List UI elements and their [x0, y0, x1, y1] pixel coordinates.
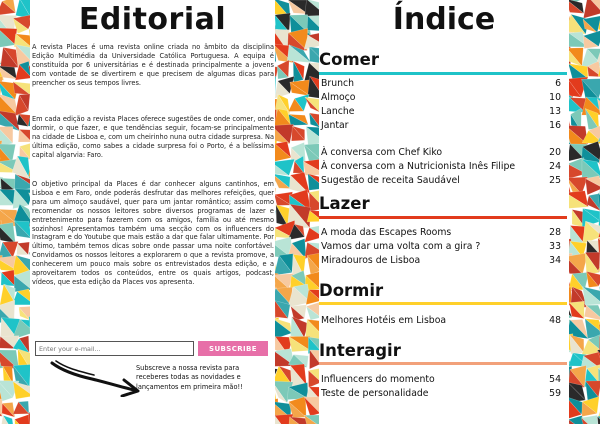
section-title-dormir: Dormir: [319, 281, 384, 300]
toc-entry-page: 16: [549, 120, 561, 131]
editorial-title: Editorial: [78, 2, 227, 37]
toc-entry[interactable]: [321, 78, 561, 91]
toc-entry-page: 48: [549, 315, 561, 326]
toc-entry-page: 34: [549, 255, 561, 266]
editorial-paragraph: O objetivo principal da Places é dar conhecer alguns cantinhos, em Lisboa e em Faro, onde poderás desfrutar das melhores refeições, quer para um almoço saudável, quer para um jantar romântico; assim como recomendar os nossos leitores sobre diversos programas de lazer e entretenimento para fazerem com os amigos, família ou até mesmo sozinhos! Apresentamos também uma secção com os influencers do Instagram e do Youtube que mais estão a dar que falar ultimamente. Por último, também temos dicas sobre onde passar uma noite confortável. Convidamos os nossos leitores a explorarem o que a revista promove, a conhecerem um pouco mais sobre os entrevistados desta edição, e a aproveitarem todos os conteúdos, entre os quais artigos, podcast, vídeos, que esta edição da Places vos apresenta.: [32, 180, 274, 286]
email-field[interactable]: [35, 341, 194, 356]
section-title-comer: Comer: [319, 50, 379, 69]
toc-entry-page: 59: [549, 388, 561, 399]
toc-entry[interactable]: [321, 92, 561, 105]
toc-entry-label: Jantar: [321, 120, 349, 131]
geometric-pattern-right: [569, 0, 600, 424]
toc-entry-label: Sugestão de receita Saudável: [321, 175, 460, 186]
editorial-page: [30, 0, 275, 424]
toc-entry-page: 24: [549, 161, 561, 172]
toc-entry-page: 13: [549, 106, 561, 117]
toc-entry[interactable]: [321, 175, 561, 188]
toc-entry-page: 54: [549, 374, 561, 385]
toc-entry-page: 6: [555, 78, 561, 89]
toc-entry[interactable]: [321, 147, 561, 160]
editorial-paragraph: Em cada edição a revista Places oferece sugestões de onde comer, onde dormir, o que fazer, e que tendências seguir, focam-se principalmente na cidade de Lisboa e, com um cheirinho nuna outra cidade surpresa. Na última edição, como sabes a cidade surpresa foi o Porto, é a belíssima capital algarvia: Faro.: [32, 115, 274, 159]
subscribe-button[interactable]: SUBSCRIBE: [198, 341, 268, 356]
toc-entry-label: À conversa com Chef Kiko: [321, 147, 443, 158]
geometric-pattern-center: [275, 0, 319, 424]
toc-entry-label: Almoço: [321, 92, 356, 103]
toc-entry[interactable]: [321, 161, 561, 174]
toc-entry-label: Melhores Hotéis em Lisboa: [321, 315, 447, 326]
toc-entry[interactable]: [321, 106, 561, 119]
section-divider: [319, 216, 567, 219]
curved-arrow-icon: [48, 357, 144, 397]
index-page: [319, 0, 569, 424]
section-title-interagir: Interagir: [319, 341, 401, 360]
index-title: Índice: [392, 2, 496, 37]
toc-entry-page: 28: [549, 227, 561, 238]
section-divider: [319, 362, 567, 365]
toc-entry-label: Miradouros de Lisboa: [321, 255, 421, 266]
toc-entry-page: 20: [549, 147, 561, 158]
toc-entry-label: Influencers do momento: [321, 374, 435, 385]
toc-entry-label: Vamos dar uma volta com a gira ?: [321, 241, 481, 252]
toc-entry-label: À conversa com a Nutricionista Inês Filipe: [321, 161, 516, 172]
section-divider: [319, 302, 567, 305]
toc-entry[interactable]: [321, 227, 561, 240]
toc-entry[interactable]: [321, 241, 561, 254]
subscribe-note: Subscreve a nossa revista para receberes todas as novidades e lançamentos em primeira mão!!: [136, 364, 243, 391]
toc-entry-label: Brunch: [321, 78, 354, 89]
toc-entry-label: Lanche: [321, 106, 355, 117]
toc-entry[interactable]: [321, 374, 561, 387]
toc-entry-page: 33: [549, 241, 561, 252]
toc-entry[interactable]: [321, 255, 561, 268]
editorial-paragraph: A revista Places é uma revista online criada no âmbito da disciplina Edição Multimédia da Universidade Católica Portuguesa. A equipa é constituída por 6 universitárias e é destinada principalmente a jovens com vontade de se divertirem e que precisem de algumas dicas para preencher os seus tempos livres.: [32, 43, 274, 87]
toc-entry-label: A moda das Escapes Rooms: [321, 227, 452, 238]
toc-entry[interactable]: [321, 315, 561, 328]
geometric-pattern-left: [0, 0, 30, 424]
toc-entry-page: 25: [549, 175, 561, 186]
toc-entry[interactable]: [321, 120, 561, 133]
toc-entry-page: 10: [549, 92, 561, 103]
toc-entry-label: Teste de personalidade: [321, 388, 429, 399]
section-title-lazer: Lazer: [319, 194, 370, 213]
section-divider: [319, 72, 567, 75]
toc-entry[interactable]: [321, 388, 561, 401]
